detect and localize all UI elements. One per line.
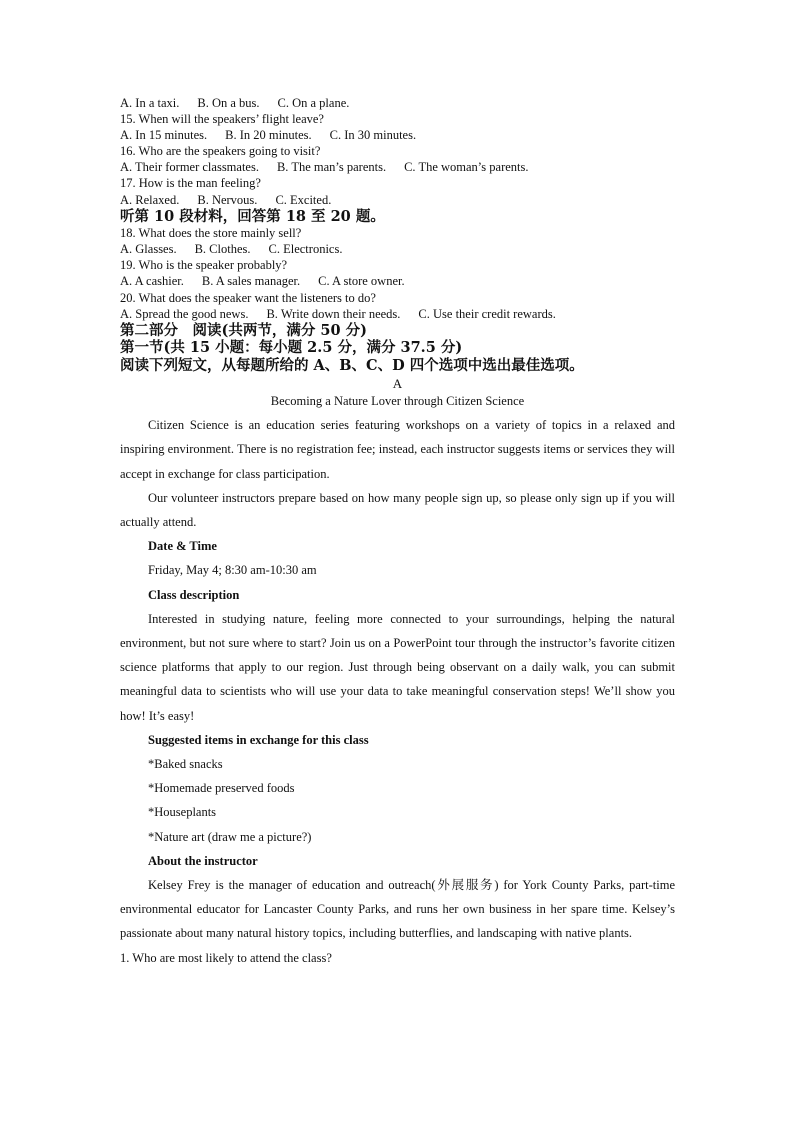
- about-paragraph: Kelsey Frey is the manager of education and outreach(外展服务) for York County Parks, part-time environmental educator for Lancaster County Parks, and runs her own business in her spare time. Kelsey’s passionate about many natural history topics, including butterflies, and landscaping with native plants.: [120, 878, 675, 941]
- section-one-heading: 第一节(共 15 小题：每小题 2.5 分，满分 37.5 分): [120, 339, 463, 357]
- question-line: 15. When will the speakers’ flight leave?: [120, 112, 324, 127]
- answer-options: [120, 273, 675, 289]
- answer-option: B. The man’s parents.: [276, 160, 387, 175]
- answer-option: A. Relaxed.: [120, 192, 180, 207]
- question-line: 16. Who are the speakers going to visit?: [120, 144, 321, 159]
- answer-option: C. The woman’s parents.: [404, 160, 529, 175]
- exam-page: [120, 95, 675, 970]
- answer-option: C. Use their credit rewards.: [418, 306, 556, 321]
- list-item: *Houseplants: [148, 805, 217, 820]
- listening-instruction: 听第 10 段材料，回答第 18 至 20 题。: [120, 207, 385, 225]
- listening-section: [120, 95, 675, 322]
- answer-option: A. Glasses.: [120, 242, 177, 257]
- date-value: Friday, May 4; 8:30 am-10:30 am: [148, 563, 317, 578]
- intro-paragraph-2: Our volunteer instructors prepare based on how many people sign up, so please only sign up if you will actually attend.: [120, 490, 675, 530]
- date-heading: Date & Time: [148, 539, 217, 554]
- question-line: 19. Who is the speaker probably?: [120, 258, 288, 273]
- reading-instruction: 阅读下列短文，从每题所给的 A、B、C、D 四个选项中选出最佳选项。: [120, 356, 584, 374]
- class-description: Interested in studying nature, feeling more connected to your surroundings, helping the natural environment, but not sure where to start? Join us on a PowerPoint tour through the instructor’s favorite citizen science platforms that apply to our region. Just through being observant on a daily walk, you can submit meaningful data to scientists who will use your data to take meaningful conservation steps! We’ll show you how! It’s easy!: [120, 611, 675, 723]
- answer-option: B. Clothes.: [194, 242, 251, 257]
- answer-option: A. In 15 minutes.: [120, 128, 208, 143]
- answer-options: [120, 159, 675, 175]
- answer-option: A. Their former classmates.: [120, 160, 259, 175]
- answer-option: C. On a plane.: [277, 96, 350, 110]
- passage-title: Becoming a Nature Lover through Citizen Science: [270, 394, 525, 409]
- list-item: *Nature art (draw me a picture?): [148, 829, 312, 844]
- question-1: 1. Who are most likely to attend the class?: [120, 950, 332, 965]
- answer-option: A. A cashier.: [120, 274, 184, 289]
- about-heading: About the instructor: [148, 853, 258, 868]
- items-heading: Suggested items in exchange for this class: [148, 732, 369, 747]
- answer-option: C. Excited.: [275, 192, 332, 207]
- answer-option: B. On a bus.: [197, 96, 260, 110]
- part-two-heading: 第二部分 阅读(共两节，满分 50 分): [120, 321, 367, 339]
- question-line: 20. What does the speaker want the listeners to do?: [120, 290, 376, 305]
- answer-options: [120, 192, 675, 208]
- answer-options: [120, 95, 675, 111]
- answer-option: B. Nervous.: [197, 192, 258, 207]
- answer-option: A. In a taxi.: [120, 96, 180, 110]
- passage-letter: A: [392, 376, 403, 392]
- answer-options: [120, 241, 675, 257]
- answer-option: B. Write down their needs.: [266, 306, 401, 321]
- question-line: 18. What does the store mainly sell?: [120, 226, 302, 241]
- question-line: 17. How is the man feeling?: [120, 176, 261, 191]
- answer-option: B. A sales manager.: [201, 274, 301, 289]
- answer-option: B. In 20 minutes.: [225, 128, 312, 143]
- answer-option: C. In 30 minutes.: [329, 128, 417, 143]
- class-heading: Class description: [148, 587, 240, 602]
- answer-option: A. Spread the good news.: [120, 306, 249, 321]
- list-item: *Baked snacks: [148, 757, 223, 772]
- list-item: *Homemade preserved foods: [148, 781, 295, 796]
- answer-option: C. A store owner.: [318, 274, 405, 289]
- answer-option: C. Electronics.: [268, 242, 343, 257]
- answer-options: [120, 127, 675, 143]
- answer-options: [120, 306, 675, 322]
- intro-paragraph-1: Citizen Science is an education series featuring workshops on a variety of topics in a relaxed and inspiring environment. There is no registration fee; instead, each instructor suggests items or services they will accept in exchange for class participation.: [120, 418, 675, 481]
